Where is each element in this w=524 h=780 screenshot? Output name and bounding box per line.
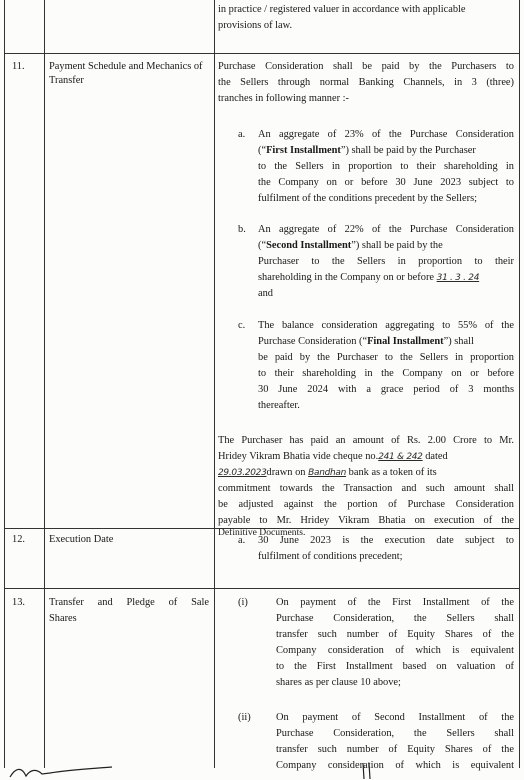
item-i-line-3: transfer such number of Equity Shares of the — [276, 629, 514, 640]
row-11-title-line-2: Transfer — [49, 75, 84, 86]
column-divider-number — [44, 0, 45, 768]
continuation-line-1: in practice / registered valuer in accordance with applicable — [218, 4, 466, 15]
item-c-line-3: be paid by the Purchaser to the Sellers in proportion — [258, 352, 514, 363]
row-13-number: 13. — [12, 597, 25, 608]
signature-middle — [358, 762, 380, 780]
item-i-marker: (i) — [238, 597, 248, 608]
item-b-line-1: An aggregate of 22% of the Purchase Consideration — [258, 224, 514, 235]
row-11-title-line-1: Payment Schedule and Mechanics of — [49, 61, 203, 72]
item-a-line-3: to the Sellers in proportion to their shareholding in — [258, 161, 514, 172]
payment-line-5: be adjusted against the portion of Purchase Consideration — [218, 499, 514, 510]
payment-line-6: payable to Mr. Hridey Vikram Bhatia on execution of the — [218, 515, 514, 526]
item-ii-line-2: Purchase Consideration, the Sellers shall — [276, 728, 514, 739]
item-c-line-4: to their shareholding in the Company on or before — [258, 368, 514, 379]
row-12-item-marker: a. — [238, 535, 246, 546]
row-11-intro-line-2: the Sellers through normal Banking Channels, in 3 (three) — [218, 77, 514, 88]
column-divider-title — [214, 0, 215, 768]
item-i-line-5: to the First Installment based on valuation of — [276, 661, 514, 672]
item-b-line-3: Purchaser to the Sellers in proportion to their — [258, 256, 514, 267]
payment-line-7: Definitive Documents. — [218, 527, 306, 538]
payment-line-3: 29.03.2023drawn on Bandhan bank as a token of its — [218, 467, 437, 478]
row-divider-11 — [4, 53, 520, 54]
item-i-line-6: shares as per clause 10 above; — [276, 677, 401, 688]
item-c-line-1: The balance consideration aggregating to 55% of the — [258, 320, 514, 331]
item-i-line-4: Company consideration of which is equivalent — [276, 645, 514, 656]
handwritten-cheque-numbers: 241 & 242 — [378, 452, 423, 462]
signature-left — [6, 764, 116, 780]
row-11-intro-line-1: Purchase Consideration shall be paid by the Purchasers to — [218, 61, 514, 72]
continuation-line-2: provisions of law. — [218, 20, 293, 31]
handwritten-cheque-date: 29.03.2023 — [218, 468, 267, 478]
item-c-line-2: Purchase Consideration (“Final Installment”) shall — [258, 336, 474, 347]
item-i-line-2: Purchase Consideration, the Sellers shall — [276, 613, 514, 624]
handwritten-date: 31 . 3 . 24 — [436, 273, 480, 283]
table-right-border — [519, 0, 520, 768]
item-a-line-4: the Company on or before 30 June 2023 subject to — [258, 177, 514, 188]
row-11-number: 11. — [12, 61, 25, 72]
row-12-title: Execution Date — [49, 534, 114, 545]
row-12-line-1: 30 June 2023 is the execution date subject to — [258, 535, 514, 546]
item-a-line-5: fulfilment of the conditions precedent by the Sellers; — [258, 193, 478, 204]
row-12-line-2: fulfilment of conditions precedent; — [258, 551, 403, 562]
item-b-line-5: and — [258, 288, 274, 299]
row-12-number: 12. — [12, 534, 25, 545]
item-b-line-4: shareholding in the Company on or before 31 . 3 . 24 — [258, 272, 480, 283]
item-i-line-1: On payment of the First Installment of the — [276, 597, 514, 608]
item-a-line-1: An aggregate of 23% of the Purchase Consideration — [258, 129, 514, 140]
item-a-marker: a. — [238, 129, 246, 140]
payment-line-1: The Purchaser has paid an amount of Rs. 2.00 Crore to Mr. — [218, 435, 514, 446]
item-ii-line-3: transfer such number of Equity Shares of the — [276, 744, 514, 755]
handwritten-bank-name: Bandhan — [308, 468, 347, 478]
item-c-line-5: 30 June 2024 with a grace period of 3 months — [258, 384, 514, 395]
item-ii-line-1: On payment of Second Installment of the — [276, 712, 514, 723]
item-c-marker: c. — [238, 320, 246, 331]
payment-line-2: Hridey Vikram Bhatia vide cheque no.241 & 242 dated — [218, 451, 448, 462]
payment-line-4: commitment towards the Transaction and such amount shall — [218, 483, 514, 494]
item-c-line-6: thereafter. — [258, 400, 300, 411]
row-13-title-line-2: Shares — [49, 613, 77, 624]
item-ii-line-4: Company consideration of which is equivalent — [276, 760, 514, 771]
row-11-intro-line-3: tranches in following manner :- — [218, 93, 349, 104]
table-left-border — [4, 0, 5, 768]
item-ii-marker: (ii) — [238, 712, 251, 723]
item-b-marker: b. — [238, 224, 246, 235]
item-b-line-2: (“Second Installment”) shall be paid by the — [258, 240, 443, 251]
row-13-title-line-1: Transfer and Pledge of Sale — [49, 597, 209, 608]
item-a-line-2: (“First Installment”) shall be paid by the Purchaser — [258, 145, 476, 156]
row-divider-13 — [4, 588, 520, 589]
